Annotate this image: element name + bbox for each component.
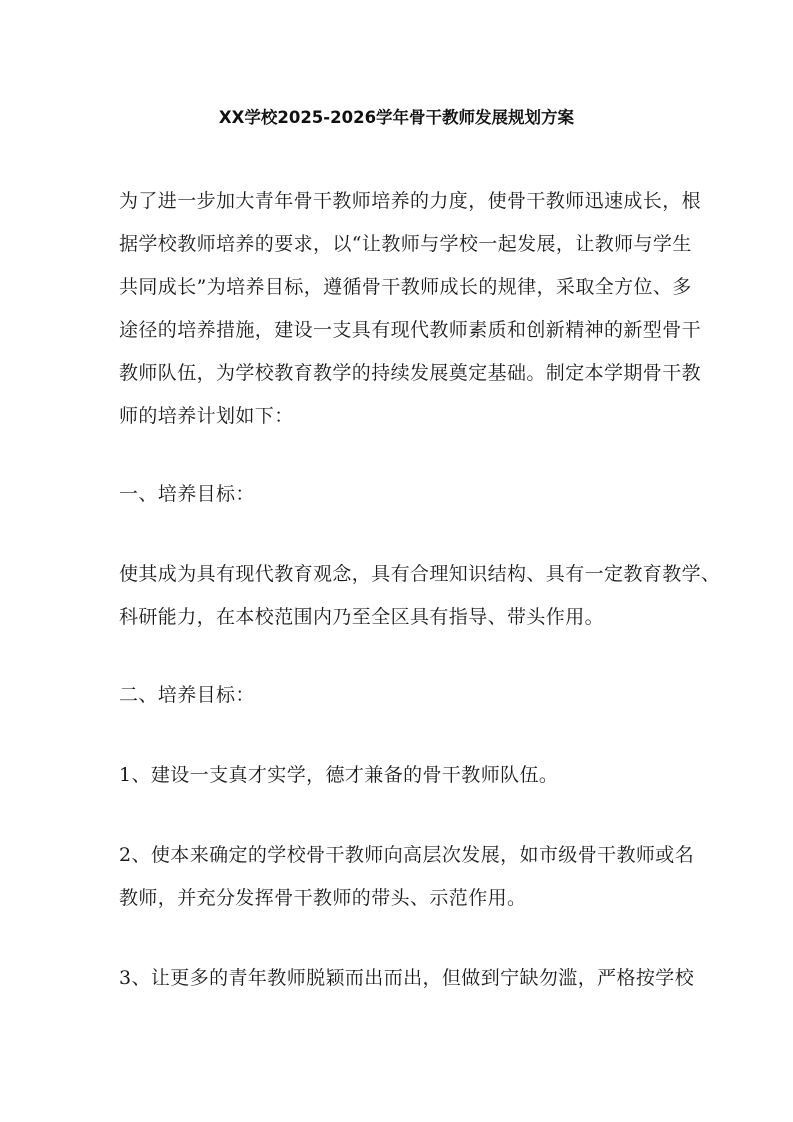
document-title: XX学校2025-2026学年骨干教师发展规划方案 [218, 108, 575, 127]
list-item-line: 1、建设一支真才实学，德才兼备的骨干教师队伍。 [119, 764, 559, 786]
paragraph-line: 据学校教师培养的要求，以“让教师与学校一起发展，让教师与学生 [119, 233, 692, 255]
section-2-heading: 二、培养目标： [119, 684, 255, 706]
paragraph-line: 为了进一步加大青年骨干教师培养的力度，使骨干教师迅速成长，根 [119, 190, 702, 212]
paragraph-line: 共同成长”为培养目标，遵循骨干教师成长的规律，采取全方位、多 [119, 276, 692, 298]
paragraph-line: 科研能力，在本校范围内乃至全区具有指导、带头作用。 [119, 606, 605, 628]
paragraph-line: 师的培养计划如下： [119, 405, 294, 427]
paragraph-line: 教师队伍，为学校教育教学的持续发展奠定基础。制定本学期骨干教 [119, 362, 702, 384]
paragraph-line: 途径的培养措施，建设一支具有现代教师素质和创新精神的新型骨干 [119, 319, 702, 341]
list-item-line: 3、让更多的青年教师脱颖而出而出，但做到宁缺勿滥，严格按学校 [119, 967, 695, 989]
list-item-line: 2、使本来确定的学校骨干教师向高层次发展，如市级骨干教师或名 [119, 844, 695, 866]
section-1-heading: 一、培养目标： [119, 483, 255, 505]
paragraph-line: 使其成为具有现代教育观念，具有合理知识结构、具有一定教育教学、 [119, 563, 721, 585]
list-item-line: 教师，并充分发挥骨干教师的带头、示范作用。 [119, 887, 527, 909]
